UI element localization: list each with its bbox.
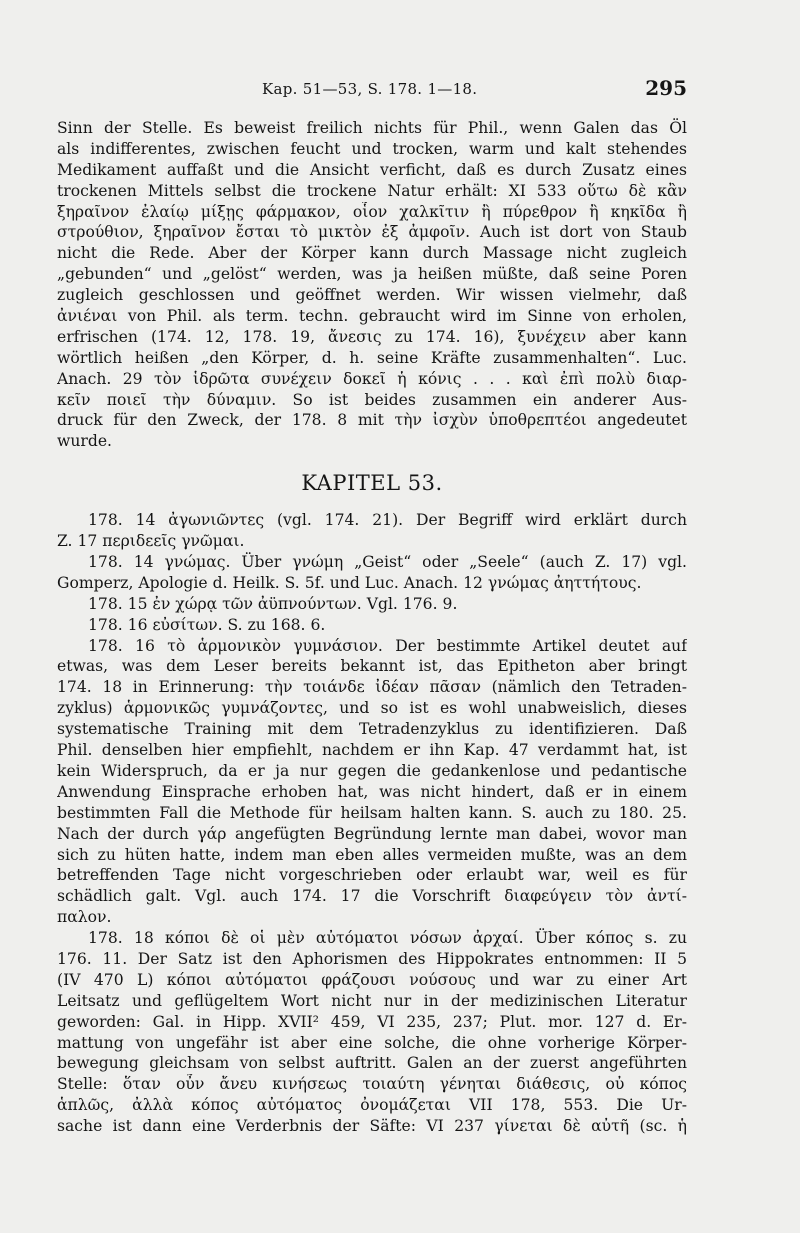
text-line: 178. 14 γνώμας. Über γνώμη „Geist“ oder „Seele“ (auch Z. 17) vgl. — [88, 553, 687, 572]
text-line: 178. 16 εὐσίτων. S. zu 168. 6. — [88, 615, 326, 634]
text-line: (IV 470 L) κόποι αὐτόματοι φράζουσι νούσους und war zu einer Art — [57, 970, 687, 989]
text-line: Anwendung Einsprache erhoben hat, was nicht hindert, daß er in einem — [57, 782, 687, 801]
note-entry — [57, 510, 687, 552]
text-line: Nach der durch γάρ angefügten Begründung lernte man dabei, wovor man — [57, 824, 687, 843]
text-line: ἀνιέναι von Phil. als term. techn. gebraucht wird im Sinne von erholen, — [57, 307, 687, 326]
text-line: 174. 18 in Erinnerung: τὴν τοιάνδε ἰδέαν πᾶσαν (nämlich den Tetraden- — [57, 678, 687, 697]
text-line: nicht die Rede. Aber der Körper kann durch Massage nicht zugleich — [57, 244, 687, 263]
text-line: wörtlich heißen „den Körper, d. h. seine Kräfte zusammenhalten“. Luc. — [57, 348, 687, 367]
text-line: Sinn der Stelle. Es beweist freilich nichts für Phil., wenn Galen das Öl — [57, 119, 687, 137]
text-line: 178. 16 τὸ ἁρμονικὸν γυμνάσιον. Der bestimmte Artikel deutet auf — [88, 636, 687, 655]
text-line: 178. 14 ἀγωνιῶντες (vgl. 174. 21). Der Begriff wird erklärt durch — [88, 511, 687, 530]
note-entry — [57, 594, 687, 615]
paragraph — [57, 118, 687, 452]
text-line: bestimmten Fall die Methode für heilsam halten kann. S. auch zu 180. 25. — [57, 803, 687, 822]
text-line: sich zu hüten hatte, indem man eben alles vermeiden mußte, was an dem — [57, 845, 687, 864]
text-line: kein Widerspruch, da er ja nur gegen die gedankenlose und pedantische — [57, 761, 687, 780]
text-line: ξηραῖνον ἐλαίῳ μίξῃς φάρμακον, οἷον χαλκῖτιν ἢ πύρεθρον ἢ κηκῖδα ἢ — [57, 202, 687, 221]
text-line: betreffenden Tage nicht vorgeschrieben oder erlaubt war, weil es für — [57, 866, 687, 885]
page-header — [57, 76, 687, 106]
text-line: geworden: Gal. in Hipp. XVII² 459, VI 235, 237; Plut. mor. 127 d. Er- — [57, 1012, 687, 1031]
text-line: Phil. denselben hier empfiehlt, nachdem er ihn Kap. 47 verdammt hat, ist — [57, 741, 687, 760]
text-line: sache ist dann eine Verderbnis der Säfte: VI 237 γίνεται δὲ αὐτῆ (sc. ἡ — [57, 1117, 687, 1136]
text-line: Anach. 29 τὸν ἱδρῶτα συνέχειν δοκεῖ ἡ κόνις . . . καὶ ἐπὶ πολὺ διαρ- — [57, 369, 687, 388]
text-line: erfrischen (174. 12, 178. 19, ἄνεσις zu 174. 16), ξυνέχειν aber kann — [57, 327, 687, 346]
text-line: παλον. — [57, 908, 112, 927]
text-line: mattung von ungefähr ist aber eine solche, die ohne vorherige Körper- — [57, 1033, 687, 1052]
text-line: zugleich geschlossen und geöffnet werden. Wir wissen vielmehr, daß — [57, 286, 687, 305]
text-line: Medikament auffaßt und die Ansicht verficht, daß es durch Zusatz eines — [57, 160, 687, 179]
text-line: trockenen Mittels selbst die trockene Natur erhält: XI 533 οὕτω δὲ κἂν — [57, 181, 687, 200]
text-line: druck für den Zweck, der 178. 8 mit τὴν ἰσχὺν ὑποθρεπτέοι angedeutet — [57, 411, 687, 430]
text-line: 178. 15 ἐν χώρᾳ τῶν ἀϋπνούντων. Vgl. 176. 9. — [88, 594, 458, 613]
text-line: systematische Training mit dem Tetradenzyklus zu identifizieren. Daß — [57, 720, 687, 739]
text-line: bewegung gleichsam von selbst auftritt. Galen an der zuerst angeführten — [57, 1054, 687, 1073]
text-line: schädlich galt. Vgl. auch 174. 17 die Vorschrift διαφεύγειν τὸν ἀντί- — [57, 887, 687, 906]
page-body — [57, 118, 687, 1137]
running-head: Kap. 51—53, S. 178. 1—18. — [262, 80, 478, 98]
text-line: wurde. — [57, 432, 113, 451]
text-line: 178. 18 κόποι δὲ οἱ μὲν αὐτόματοι νόσων ἀρχαί. Über κόπος s. zu — [88, 929, 687, 948]
text-line: 176. 11. Der Satz ist den Aphorismen des Hippokrates entnommen: II 5 — [57, 949, 687, 968]
text-line: etwas, was dem Leser bereits bekannt ist, das Epitheton aber bringt — [57, 657, 687, 676]
note-entry — [57, 928, 687, 1137]
note-entry — [57, 615, 687, 636]
text-line: στρούθιον, ξηραῖνον ἔσται τὸ μικτὸν ἐξ ἀμφοῖν. Auch ist dort von Staub — [57, 223, 687, 242]
text-line: „gebunden“ und „gelöst“ werden, was ja heißen müßte, daß seine Poren — [57, 265, 687, 284]
text-line: Z. 17 περιδεεῖς γνῶμαι. — [57, 532, 245, 551]
text-line: zyklus) ἁρμονικῶς γυμνάζοντες, und so ist es wohl unabweislich, dieses — [57, 699, 687, 718]
text-line: Leitsatz und geflügeltem Wort nicht nur in der medizinischen Literatur — [57, 991, 687, 1010]
page-number: 295 — [645, 76, 687, 100]
note-entry — [57, 636, 687, 928]
text-line: κεῖν ποιεῖ τὴν δύναμιν. So ist beides zusammen ein anderer Aus- — [57, 390, 687, 409]
note-entry — [57, 552, 687, 594]
text-line: als indifferentes, zwischen feucht und trocken, warm und kalt stehendes — [57, 139, 687, 158]
text-line: Gomperz, Apologie d. Heilk. S. 5f. und Luc. Anach. 12 γνώμας ἀηττήτους. — [57, 573, 642, 592]
text-line: ἁπλῶς, ἀλλὰ κόπος αὐτόματος ὀνομάζεται VII 178, 553. Die Ur- — [57, 1096, 687, 1115]
chapter-heading: KAPITEL 53. — [301, 471, 443, 496]
text-line: Stelle: ὅταν οὖν ἄνευ κινήσεως τοιαύτη γένηται διάθεσις, οὐ κόπος — [57, 1075, 687, 1094]
